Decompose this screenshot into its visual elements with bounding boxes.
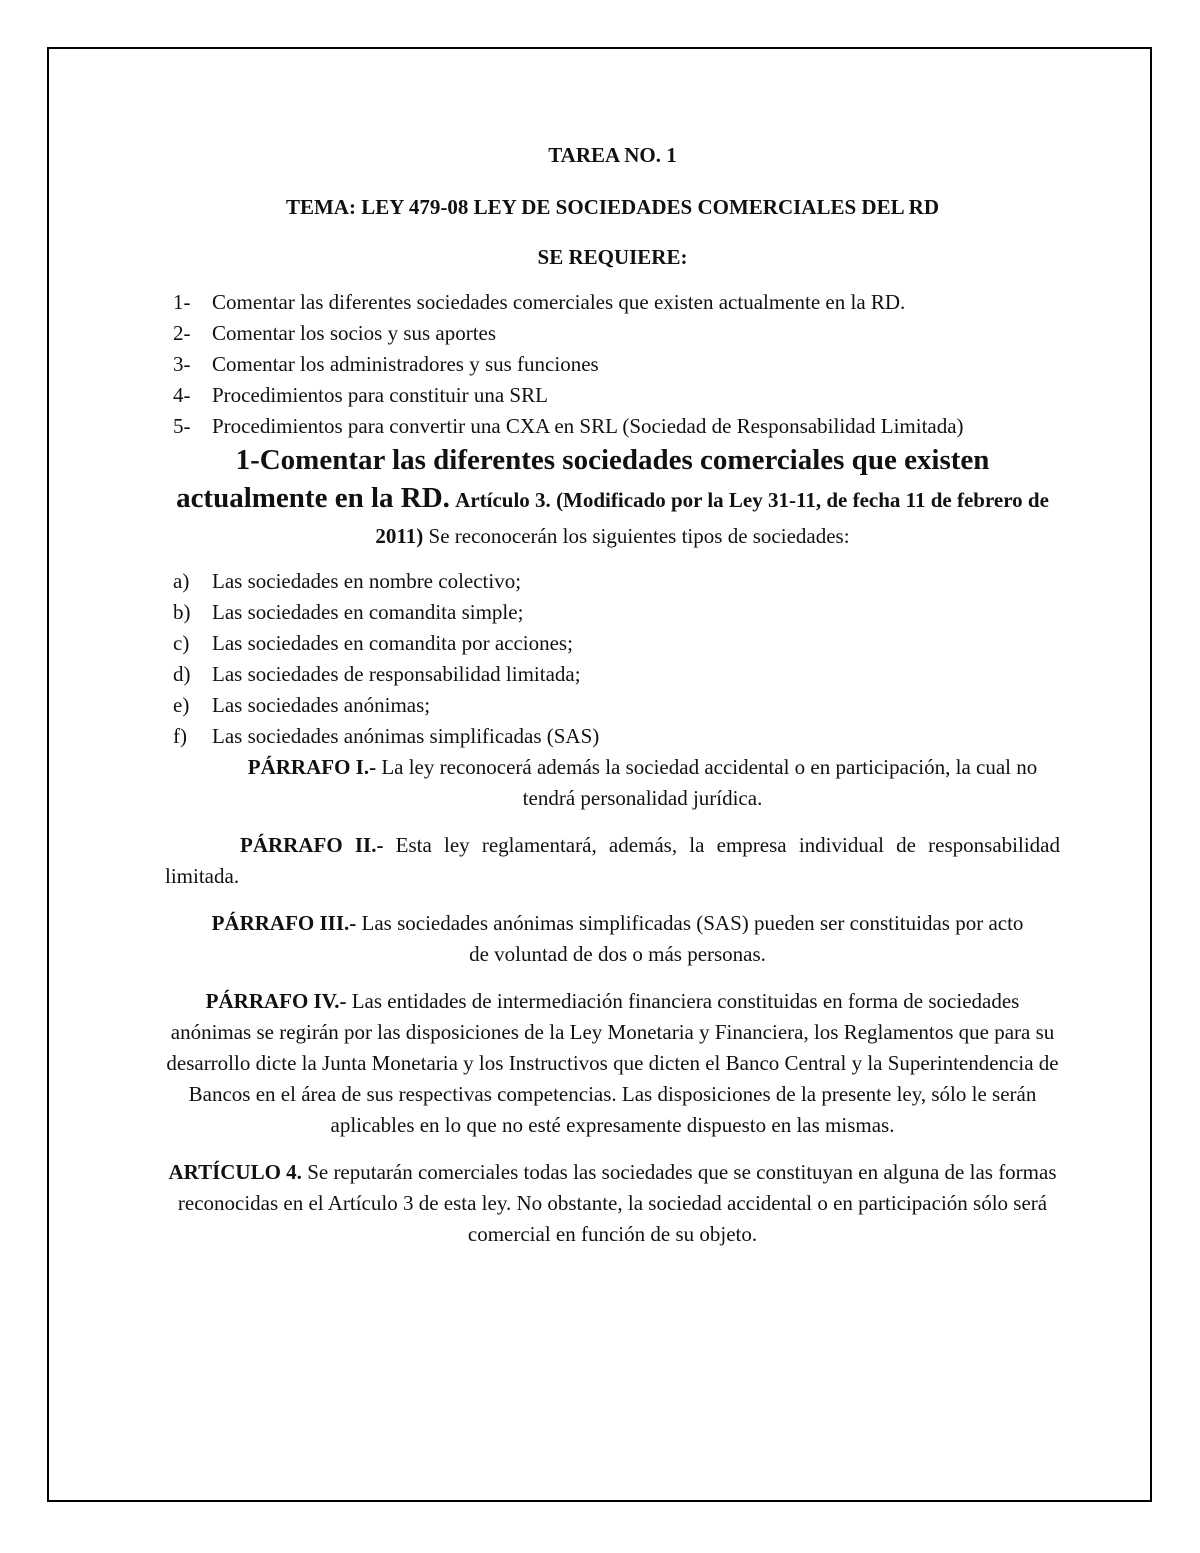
paragraph-text: La ley reconocerá además la sociedad accidental o en participación, la cual no tendrá personalidad jurídica. (381, 755, 1038, 810)
list-item-text: Las sociedades en nombre colectivo; (212, 569, 522, 593)
paragraph-4 (165, 986, 1060, 1141)
list-item-text: Las sociedades anónimas; (212, 693, 431, 717)
section-title: 1-Comentar las diferentes sociedades comerciales que existen actualmente en la RD. (176, 444, 990, 514)
paragraph-lead: PÁRRAFO II.- (240, 833, 384, 857)
paragraph-text: Las sociedades anónimas simplificadas (SAS) pueden ser constituidas por acto de voluntad de dos o más personas. (361, 911, 1024, 966)
list-marker: f) (173, 724, 187, 748)
section-heading (165, 442, 1060, 554)
list-marker: c) (173, 631, 190, 655)
paragraph-lead: PÁRRAFO III.- (211, 911, 357, 935)
list-item (165, 380, 1060, 411)
article-text: Se reconocerán los siguientes tipos de sociedades: (428, 524, 850, 548)
paragraph-3 (165, 908, 1060, 970)
paragraph-lead: PÁRRAFO IV.- (205, 989, 347, 1013)
paragraph-text: Se reputarán comerciales todas las sociedades que se constituyan en alguna de las formas reconocidas en el Artículo 3 de esta ley. No obstante, la sociedad accidental o en participación sólo será comercial en función de su objeto. (177, 1160, 1057, 1246)
requirements-list (165, 287, 1060, 442)
list-item (165, 566, 1060, 597)
document-body (165, 140, 1060, 1266)
article-label: Artículo 3. (455, 488, 551, 512)
list-item (165, 690, 1060, 721)
list-marker: 4- (173, 383, 191, 407)
list-item-text: Las sociedades en comandita simple; (212, 600, 524, 624)
list-marker: d) (173, 662, 191, 686)
list-marker: a) (173, 569, 190, 593)
list-marker: 3- (173, 352, 191, 376)
paragraph-text: Esta ley reglamentará, además, la empresa individual de responsabilidad limitada. (165, 833, 1060, 888)
paragraph-lead: PÁRRAFO I.- (247, 755, 377, 779)
list-item-text: Procedimientos para convertir una CXA en SRL (Sociedad de Responsabilidad Limitada) (212, 414, 964, 438)
list-item (165, 287, 1060, 318)
list-item-text: Las sociedades de responsabilidad limitada; (212, 662, 581, 686)
list-item (165, 659, 1060, 690)
society-types-list (165, 566, 1060, 752)
list-marker: 2- (173, 321, 191, 345)
list-marker: 1- (173, 290, 191, 314)
list-item (165, 411, 1060, 442)
list-item (165, 318, 1060, 349)
requirements-heading: SE REQUIERE: (537, 245, 688, 269)
list-marker: 5- (173, 414, 191, 438)
list-marker: b) (173, 600, 191, 624)
article-amendment: (Modificado por la Ley 31-11, de fecha 11 de febrero de 2011) (375, 488, 1049, 548)
list-item-text: Las sociedades anónimas simplificadas (SAS) (212, 724, 600, 748)
list-item (165, 628, 1060, 659)
list-item-text: Comentar los socios y sus aportes (212, 321, 497, 345)
list-marker: e) (173, 693, 190, 717)
paragraph-2 (165, 830, 1060, 892)
paragraph-1 (165, 752, 1060, 814)
list-item-text: Las sociedades en comandita por acciones; (212, 631, 573, 655)
list-item-text: Procedimientos para constituir una SRL (212, 383, 548, 407)
list-item (165, 597, 1060, 628)
paragraph-lead: ARTÍCULO 4. (168, 1160, 302, 1184)
document-title: TAREA NO. 1 (548, 143, 677, 167)
list-item (165, 721, 1060, 752)
list-item (165, 349, 1060, 380)
article-4 (165, 1157, 1060, 1250)
document-topic: TEMA: LEY 479-08 LEY DE SOCIEDADES COMERCIALES DEL RD (285, 195, 940, 219)
list-item-text: Comentar los administradores y sus funciones (212, 352, 599, 376)
list-item-text: Comentar las diferentes sociedades comerciales que existen actualmente en la RD. (212, 290, 906, 314)
paragraph-text: Las entidades de intermediación financiera constituidas en forma de sociedades anónimas se regirán por las disposiciones de la Ley Monetaria y Financiera, los Reglamentos que para su desarrollo dicte la Junta Monetaria y los Instructivos que dicten el Banco Central y la Superintendencia de Bancos en el área de sus respectivas competencias. Las disposiciones de la presente ley, sólo le serán aplicables en lo que no esté expresamente dispuesto en las mismas. (166, 989, 1059, 1137)
